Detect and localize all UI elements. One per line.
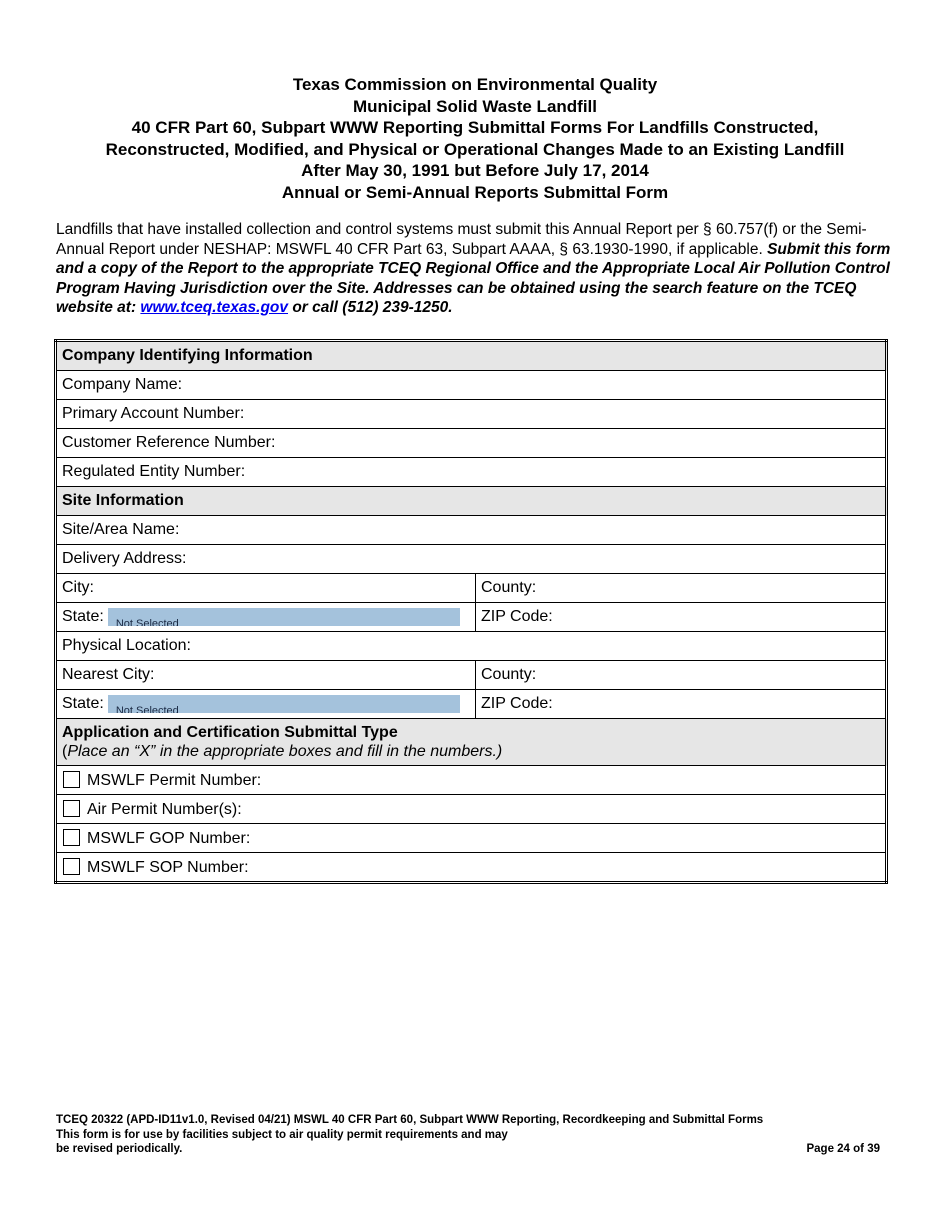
application-section-header	[56, 719, 887, 766]
state-label: State:	[62, 608, 104, 626]
physical-state-label: State:	[62, 695, 104, 713]
document-title	[56, 74, 894, 203]
state-dropdown[interactable]	[108, 608, 460, 626]
application-paren: (	[62, 743, 68, 760]
intro-phone: or call (512) 239-1250.	[292, 299, 453, 316]
application-header-title: Application and Certification Submittal Type	[62, 724, 398, 741]
company-name-field[interactable]: Company Name:	[56, 371, 887, 400]
title-agency: Texas Commission on Environmental Quality	[292, 75, 658, 94]
city-county-row	[56, 574, 887, 603]
city-field[interactable]: City:	[56, 574, 476, 603]
physical-state-zip-row	[56, 690, 887, 719]
physical-zip-code-field[interactable]: ZIP Code:	[476, 690, 887, 719]
regulated-entity-row	[56, 458, 887, 487]
site-area-field[interactable]: Site/Area Name:	[56, 516, 887, 545]
footer-note-1: This form is for use by facilities subject to air quality permit requirements and may	[56, 1128, 508, 1141]
company-name-row	[56, 371, 887, 400]
physical-state-dropdown[interactable]	[108, 695, 460, 713]
mswlf-sop-row	[56, 853, 887, 883]
page-number: Page 24 of 39	[806, 1143, 880, 1155]
customer-ref-row	[56, 429, 887, 458]
air-permit-cell	[56, 795, 887, 824]
intro-instruction: Submit this form and a copy of the Report to the appropriate TCEQ Regional Office and the Appropriate Local Air Pollution Control Program Having Jurisdiction over the Site. Addresses can be obtained using the search feature on the TCEQ website at:	[56, 240, 891, 316]
title-dates: After May 30, 1991 but Before July 17, 2014	[301, 161, 649, 180]
tceq-website-link[interactable]: www.tceq.texas.gov	[140, 299, 289, 316]
application-header-cell	[56, 719, 887, 766]
company-section-header	[56, 341, 887, 371]
intro-paragraph	[56, 220, 896, 318]
title-scope: Reconstructed, Modified, and Physical or Operational Changes Made to an Existing Landfill	[105, 139, 845, 159]
air-permit-row	[56, 795, 887, 824]
primary-account-row	[56, 400, 887, 429]
mswlf-permit-row	[56, 766, 887, 795]
physical-county-field[interactable]: County:	[476, 661, 887, 690]
site-header-cell: Site Information	[56, 487, 887, 516]
nearest-city-field[interactable]: Nearest City:	[56, 661, 476, 690]
footer-form-id: TCEQ 20322 (APD-ID11v1.0, Revised 04/21) MSWL 40 CFR Part 60, Subpart WWW Reporting, Recordkeeping and Submittal Forms	[56, 1114, 764, 1126]
site-section-header	[56, 487, 887, 516]
mswlf-gop-cell	[56, 824, 887, 853]
site-area-row	[56, 516, 887, 545]
delivery-address-row	[56, 545, 887, 574]
mswlf-sop-label: MSWLF SOP Number:	[87, 858, 249, 876]
nearest-city-county-row	[56, 661, 887, 690]
mswlf-permit-checkbox[interactable]	[63, 771, 80, 788]
primary-account-field[interactable]: Primary Account Number:	[56, 400, 887, 429]
application-instruction: Place an “X” in the appropriate boxes and fill in the numbers.)	[67, 743, 503, 760]
state-cell	[56, 603, 476, 632]
state-dropdown-value: Not Selected	[115, 617, 179, 626]
mswlf-sop-checkbox[interactable]	[63, 858, 80, 875]
regulated-entity-field[interactable]: Regulated Entity Number:	[56, 458, 887, 487]
mswlf-gop-row	[56, 824, 887, 853]
physical-state-dropdown-value: Not Selected	[115, 704, 179, 713]
delivery-address-field[interactable]: Delivery Address:	[56, 545, 887, 574]
physical-state-cell	[56, 690, 476, 719]
physical-location-row	[56, 632, 887, 661]
air-permit-checkbox[interactable]	[63, 800, 80, 817]
submittal-form-table	[54, 339, 888, 884]
mswlf-gop-label: MSWLF GOP Number:	[87, 829, 251, 847]
mswlf-sop-cell	[56, 853, 887, 883]
physical-location-field[interactable]: Physical Location:	[56, 632, 887, 661]
air-permit-label: Air Permit Number(s):	[87, 800, 242, 818]
mswlf-gop-checkbox[interactable]	[63, 829, 80, 846]
title-form-name: Annual or Semi-Annual Reports Submittal Form	[281, 182, 669, 202]
zip-code-field[interactable]: ZIP Code:	[476, 603, 887, 632]
state-zip-row	[56, 603, 887, 632]
title-regulation: 40 CFR Part 60, Subpart WWW Reporting Submittal Forms For Landfills Constructed,	[131, 118, 819, 137]
company-header-cell: Company Identifying Information	[56, 341, 887, 371]
footer-note-2: be revised periodically.	[56, 1143, 183, 1155]
mswlf-permit-label: MSWLF Permit Number:	[87, 771, 262, 789]
mswlf-permit-cell	[56, 766, 887, 795]
customer-ref-field[interactable]: Customer Reference Number:	[56, 429, 887, 458]
page-footer	[56, 1113, 880, 1157]
county-field[interactable]: County:	[476, 574, 887, 603]
title-program: Municipal Solid Waste Landfill	[353, 96, 597, 116]
intro-text: Landfills that have installed collection and control systems must submit this Annual Report per § 60.757(f) or the Semi-Annual Report under NESHAP: MSWFL 40 CFR Part 63, Subpart AAAA, § 63.1930-1990, if applicable.	[56, 221, 867, 258]
